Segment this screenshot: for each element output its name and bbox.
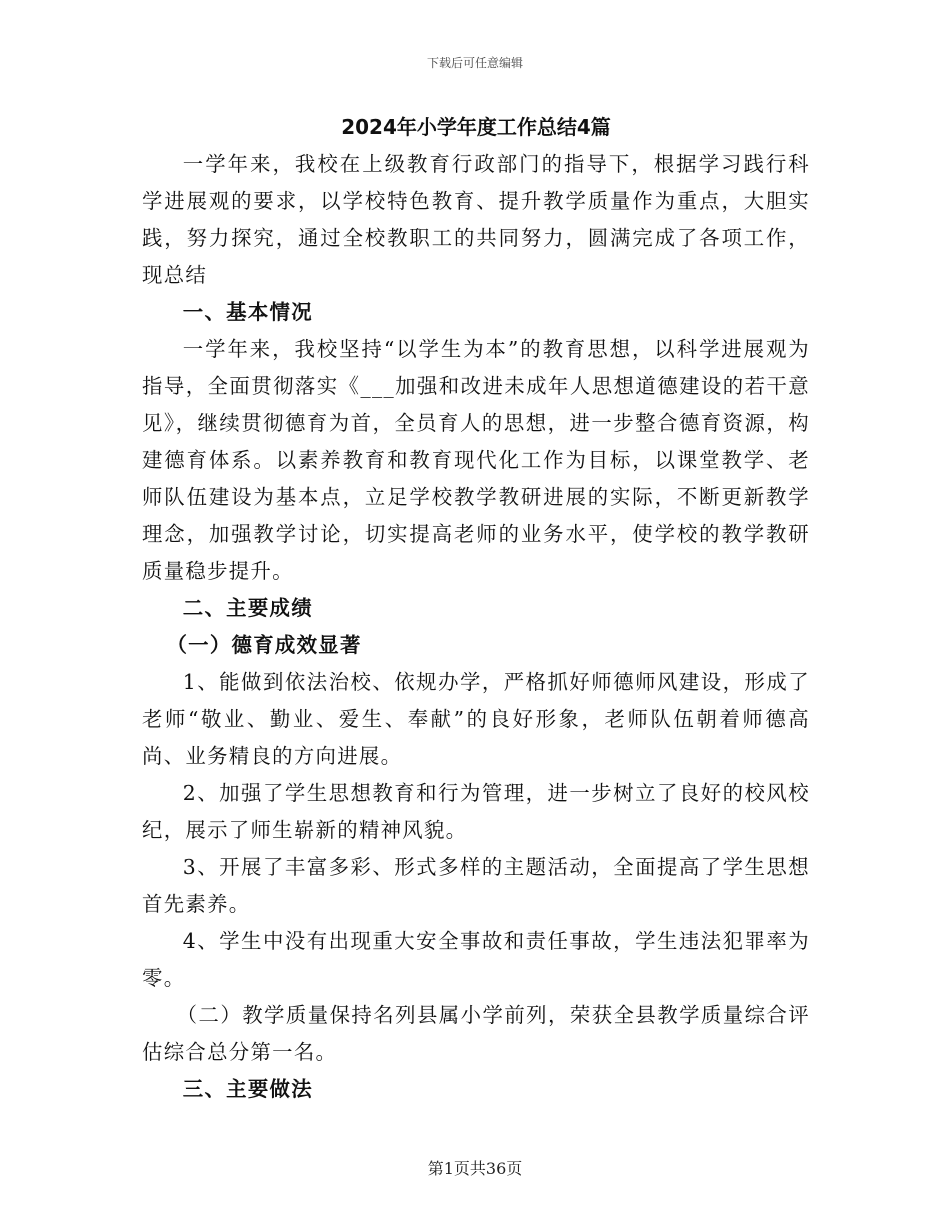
section-basic-paragraph: 一学年来，我校坚持“以学生为本”的教育思想，以科学进展观为指导，全面贯彻落实《___加强和改进未成年人思想道德建设的若干意见》，继续贯彻德育为首，全员育人的思想，进一步整合德育资源，构建德育体系。以素养教育和教育现代化工作为目标，以课堂教学、老师队伍建设为基本点，立足学校教学教研进展的实际，不断更新教学理念，加强教学讨论，切实提高老师的业务水平，使学校的教学教研质量稳步提升。 <box>142 337 810 583</box>
page-footer: 第1页共36页 <box>427 1159 523 1178</box>
document-title: 2024年小学年度工作总结4篇 <box>341 115 611 139</box>
achievement-item-2: 2、加强了学生思想教育和行为管理，进一步树立了良好的校风校纪，展示了师生崭新的精神风貌。 <box>142 781 810 842</box>
section-heading-basic: 一、基本情况 <box>182 300 313 324</box>
intro-paragraph: 一学年来，我校在上级教育行政部门的指导下，根据学习践行科学进展观的要求，以学校特色教育、提升教学质量作为重点，大胆实践，努力探究，通过全校教职工的共同努力，圆满完成了各项工作，现总结 <box>142 152 810 287</box>
document-body <box>142 112 810 1108</box>
subsection-heading-moral: （一）德育成效显著 <box>166 633 362 657</box>
achievement-item-4: 4、学生中没有出现重大安全事故和责任事故，学生违法犯罪率为零。 <box>142 929 810 990</box>
teaching-quality-paragraph: （二）教学质量保持名列县属小学前列，荣获全县教学质量综合评估综合总分第一名。 <box>142 1003 810 1064</box>
achievement-item-3: 3、开展了丰富多彩、形式多样的主题活动，全面提高了学生思想首先素养。 <box>142 855 810 916</box>
section-heading-methods: 三、主要做法 <box>182 1077 313 1101</box>
header-note: 下载后可任意编辑 <box>426 56 523 70</box>
achievement-item-1: 1、能做到依法治校、依规办学，严格抓好师德师风建设，形成了老师“敬业、勤业、爱生、奉献”的良好形象，老师队伍朝着师德高尚、业务精良的方向进展。 <box>142 670 810 768</box>
section-heading-achievements: 二、主要成绩 <box>182 596 313 620</box>
